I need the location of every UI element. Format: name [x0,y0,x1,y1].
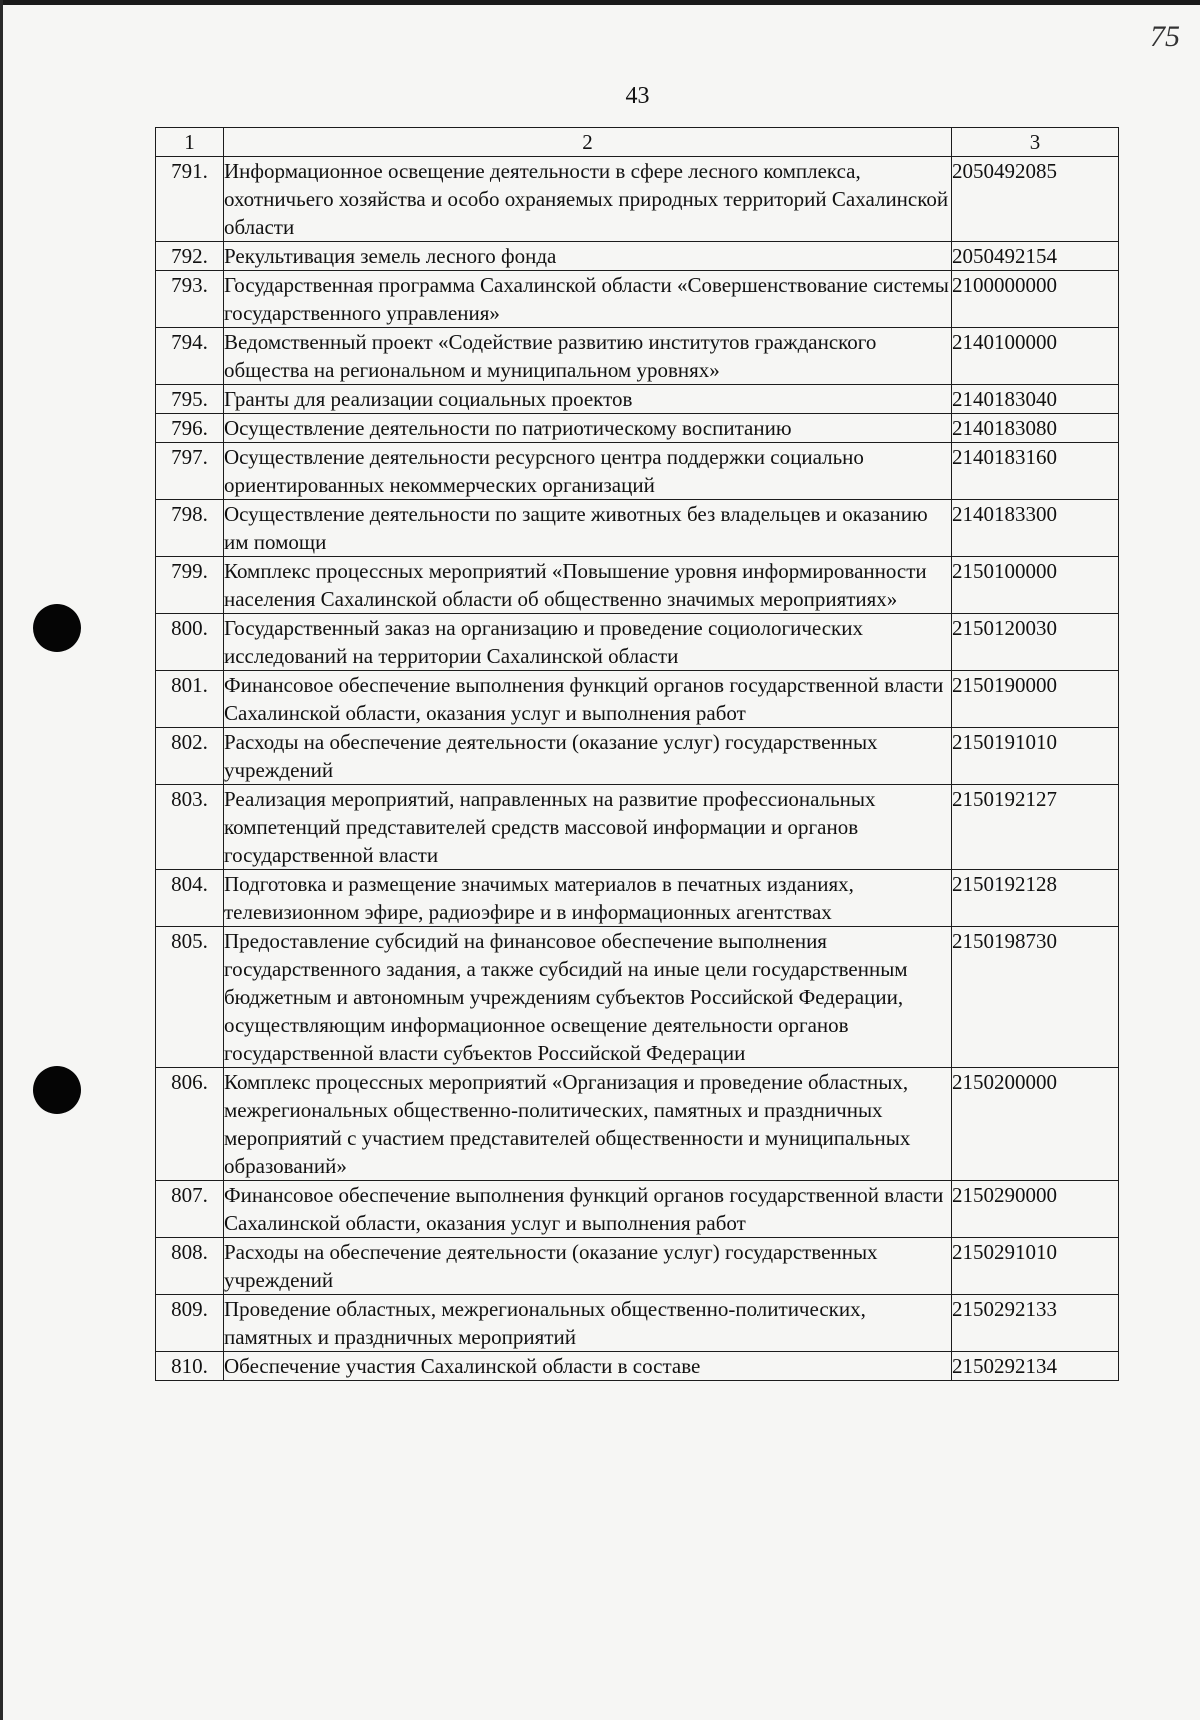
row-code: 2100000000 [952,271,1119,328]
row-number: 794. [156,328,224,385]
table-row [156,157,1119,242]
row-number: 803. [156,785,224,870]
row-name: Информационное освещение деятельности в сфере лесного комплекса, охотничьего хозяйства и особо охраняемых природных территорий Сахалинской области [224,157,952,242]
row-number: 795. [156,385,224,414]
row-code: 2150191010 [952,728,1119,785]
table-row [156,242,1119,271]
row-name: Расходы на обеспечение деятельности (оказание услуг) государственных учреждений [224,1238,952,1295]
table-row [156,385,1119,414]
table-row [156,870,1119,927]
row-number: 810. [156,1352,224,1381]
table-row [156,414,1119,443]
punch-hole-icon [33,1066,81,1114]
table-row [156,443,1119,500]
row-name: Обеспечение участия Сахалинской области в составе [224,1352,952,1381]
row-number: 808. [156,1238,224,1295]
row-number: 804. [156,870,224,927]
row-name: Реализация мероприятий, направленных на развитие профессиональных компетенций представителей средств массовой информации и органов государственной власти [224,785,952,870]
row-name: Ведомственный проект «Содействие развитию институтов гражданского общества на региональном и муниципальном уровнях» [224,328,952,385]
row-code: 2140183080 [952,414,1119,443]
row-number: 805. [156,927,224,1068]
row-number: 793. [156,271,224,328]
table-row [156,1295,1119,1352]
row-code: 2150190000 [952,671,1119,728]
row-name: Подготовка и размещение значимых материалов в печатных изданиях, телевизионном эфире, радиоэфире и в информационных агентствах [224,870,952,927]
header-col-1: 1 [156,128,224,157]
table-row [156,500,1119,557]
row-number: 792. [156,242,224,271]
row-name: Комплекс процессных мероприятий «Организация и проведение областных, межрегиональных общественно-политических, памятных и праздничных мероприятий с участием представителей общественности и муниципальных образований» [224,1068,952,1181]
row-number: 796. [156,414,224,443]
row-name: Осуществление деятельности по патриотическому воспитанию [224,414,952,443]
row-name: Проведение областных, межрегиональных общественно-политических, памятных и праздничных мероприятий [224,1295,952,1352]
row-name: Финансовое обеспечение выполнения функций органов государственной власти Сахалинской области, оказания услуг и выполнения работ [224,671,952,728]
row-code: 2140183300 [952,500,1119,557]
row-name: Расходы на обеспечение деятельности (оказание услуг) государственных учреждений [224,728,952,785]
table-header-row [156,128,1119,157]
punch-hole-icon [33,604,81,652]
row-code: 2050492085 [952,157,1119,242]
row-code: 2150291010 [952,1238,1119,1295]
row-number: 809. [156,1295,224,1352]
row-number: 801. [156,671,224,728]
row-name: Финансовое обеспечение выполнения функций органов государственной власти Сахалинской области, оказания услуг и выполнения работ [224,1181,952,1238]
row-number: 799. [156,557,224,614]
budget-code-table [155,127,1119,1381]
row-code: 2150200000 [952,1068,1119,1181]
row-code: 2050492154 [952,242,1119,271]
row-number: 791. [156,157,224,242]
row-code: 2140183160 [952,443,1119,500]
row-name: Гранты для реализации социальных проектов [224,385,952,414]
row-code: 2140100000 [952,328,1119,385]
row-code: 2150100000 [952,557,1119,614]
scan-edge-left [0,0,3,1720]
row-code: 2150198730 [952,927,1119,1068]
header-col-3: 3 [952,128,1119,157]
row-code: 2150290000 [952,1181,1119,1238]
scan-edge-top [0,0,1200,5]
row-number: 798. [156,500,224,557]
header-col-2: 2 [224,128,952,157]
row-number: 802. [156,728,224,785]
row-number: 800. [156,614,224,671]
table-row [156,671,1119,728]
table-row [156,1181,1119,1238]
table-row [156,557,1119,614]
table-row [156,328,1119,385]
table-row [156,1352,1119,1381]
row-number: 797. [156,443,224,500]
row-code: 2150192128 [952,870,1119,927]
handwritten-page-mark: 75 [1150,20,1180,53]
table-row [156,927,1119,1068]
table-row [156,614,1119,671]
row-name: Предоставление субсидий на финансовое обеспечение выполнения государственного задания, а также субсидий на иные цели государственным бюджетным и автономным учреждениям субъектов Российской Федерации, осуществляющим информационное освещение деятельности органов государственной власти субъектов Российской Федерации [224,927,952,1068]
row-name: Рекультивация земель лесного фонда [224,242,952,271]
row-name: Государственная программа Сахалинской области «Совершенствование системы государственного управления» [224,271,952,328]
row-name: Осуществление деятельности по защите животных без владельцев и оказанию им помощи [224,500,952,557]
table-row [156,728,1119,785]
row-number: 807. [156,1181,224,1238]
row-code: 2150192127 [952,785,1119,870]
row-code: 2150120030 [952,614,1119,671]
row-code: 2150292133 [952,1295,1119,1352]
page-number: 43 [625,83,650,109]
row-code: 2150292134 [952,1352,1119,1381]
table-row [156,785,1119,870]
table-row [156,271,1119,328]
row-name: Осуществление деятельности ресурсного центра поддержки социально ориентированных некоммерческих организаций [224,443,952,500]
row-name: Комплекс процессных мероприятий «Повышение уровня информированности населения Сахалинской области об общественно значимых мероприятиях» [224,557,952,614]
row-number: 806. [156,1068,224,1181]
row-code: 2140183040 [952,385,1119,414]
row-name: Государственный заказ на организацию и проведение социологических исследований на территории Сахалинской области [224,614,952,671]
table-row [156,1238,1119,1295]
table-row [156,1068,1119,1181]
